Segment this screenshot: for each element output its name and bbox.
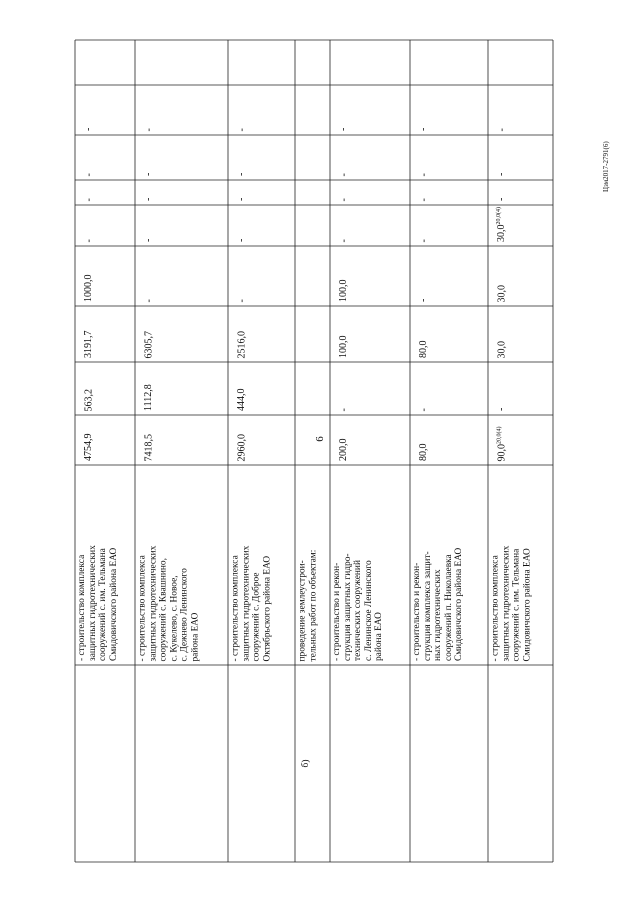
value-cell [330,135,351,180]
value-cell [135,362,156,415]
table-cell [75,180,135,205]
value-cell [135,40,145,85]
table-cell [295,135,330,180]
value-text: - [418,407,429,411]
table-cell [135,306,228,362]
value-cell [75,40,85,85]
row-number [488,665,496,862]
value-cell [410,362,431,415]
table-cell [488,180,553,205]
table-cell [75,415,135,465]
table-cell [228,246,295,306]
value-cell [295,40,305,85]
table-cell [135,415,228,465]
row-number [410,665,418,862]
table-cell [228,306,295,362]
table-cell [228,135,295,180]
value-text: - [496,127,507,131]
table-cell [488,246,553,306]
row-description [410,465,467,665]
description-line: - строительство комплекса [490,554,500,661]
table-cell [295,362,330,415]
description-line: сооружений п. Николаевка [443,554,454,661]
table-cell [135,85,228,135]
value-cell [75,205,96,246]
value-cell [488,362,509,415]
table-cell [330,135,410,180]
value-cell [295,415,305,465]
table-cell [330,465,410,665]
value-cell [75,306,96,362]
table-cell [295,205,330,246]
value-cell [295,306,305,362]
value-cell [75,362,96,415]
value-text: - [418,127,429,131]
value-cell [75,85,96,135]
value-cell [228,246,249,306]
value-cell [410,415,431,465]
value-cell [228,180,249,205]
description-line: сооружений с. им. Тельмана [511,548,522,661]
value-cell [295,246,305,306]
table-cell [228,180,295,205]
value-text: - [83,238,94,242]
value-cell [228,205,249,246]
value-cell [295,180,305,205]
value-cell [410,246,431,306]
row-description [330,465,387,665]
description-line: Смидовичского района ЕАО [108,547,119,661]
table-cell [410,362,488,415]
value-cell [330,362,351,415]
value-cell [488,306,509,362]
table-cell [228,205,295,246]
description-line: защитных гидротехнических [147,545,158,661]
table-cell [410,135,488,180]
value-cell [330,40,340,85]
description-line: - строительство и рекон- [412,562,422,661]
value-text: - [236,238,247,242]
table-cell [488,85,553,135]
description-line: с. Ленинское Ленинского [363,560,374,661]
table-cell [488,465,553,665]
value-text: 100,0 [338,279,349,302]
value-text: 563,2 [83,388,94,411]
value-cell [330,246,351,306]
table-cell [488,306,553,362]
value-text: - [496,197,507,201]
table-cell [330,665,410,862]
table-cell [0,29,37,37]
table-cell [75,246,135,306]
value-cell [410,306,431,362]
row-number [135,665,143,862]
value-text: - [418,197,429,201]
table-cell [135,135,228,180]
table-cell [295,246,330,306]
table-cell [410,205,488,246]
description-line: сооружений с. Квашнино, [158,557,169,661]
value-text: - [143,197,154,201]
value-text: 100,0 [338,335,349,358]
table-cell [135,180,228,205]
row-description [295,465,320,665]
value-cell [228,40,238,85]
row-number [75,665,83,862]
value-text: - [83,127,94,131]
value-text: 2960,0 [236,433,247,461]
table-cell [488,362,553,415]
row-description [135,465,203,665]
table-cell [410,465,488,665]
table-cell [330,180,410,205]
table-cell [135,205,228,246]
table-cell [75,465,135,665]
table-cell [295,40,330,85]
value-text: 2516,0 [236,330,247,358]
value-cell [135,415,156,465]
table-cell [330,362,410,415]
description-line: Смидовичского района ЕАО [521,547,532,661]
value-text: - [83,197,94,201]
value-text: - [338,238,349,242]
value-cell [295,85,305,135]
description-line: района ЕАО [374,612,385,661]
table-cell [488,415,553,465]
table-cell [75,85,135,135]
description-line: сооружений с. Доброе [251,572,262,661]
value-cell [330,180,351,205]
value-text: - [418,172,429,176]
description-line: с. Дежнево Ленинского [179,567,190,661]
description-line: тельных работ по объектам: [307,549,318,661]
table-cell [330,246,410,306]
table-cell [410,306,488,362]
value-text: - [338,172,349,176]
value-cell [75,180,96,205]
description-line: технических сооружений [353,560,364,661]
value-cell [488,415,509,465]
description-line: защитных гидротехнических [87,545,98,661]
value-cell [75,135,96,180]
value-cell [488,85,509,135]
value-text: - [143,298,154,302]
value-cell [135,135,156,180]
value-text: - [143,238,154,242]
value-text: 80,0 [418,443,429,461]
value-text: 90,0 [496,443,507,461]
value-cell [488,40,498,85]
row-number [330,665,338,862]
value-cell [228,306,249,362]
value-cell [135,85,156,135]
value-superscript: 20,0(4) [496,426,502,444]
table-cell [75,665,135,862]
table-cell [488,135,553,180]
value-cell [488,180,509,205]
value-cell [295,205,305,246]
value-text: 6305,7 [143,330,154,358]
value-text: - [338,407,349,411]
description-line: защитных гидротехнических [240,545,251,661]
table-cell [295,306,330,362]
value-cell [330,306,351,362]
table-cell [75,362,135,415]
description-line: ных гидротехнических [433,569,444,661]
description-line: - строительство комплекса [230,554,240,661]
table-cell [135,665,228,862]
description-line: защитных гидротехнических [500,545,511,661]
value-cell [135,205,156,246]
description-line: Смидовичского района ЕАО [454,547,465,661]
table-cell [75,306,135,362]
value-cell [228,362,249,415]
value-cell [135,306,156,362]
value-text: 1112,8 [143,384,154,411]
value-text: - [83,172,94,176]
value-cell [330,205,351,246]
table-cell [135,40,228,85]
value-cell [488,246,509,306]
value-text: - [338,127,349,131]
value-text: - [496,407,507,411]
value-text: - [236,172,247,176]
row-number [228,665,236,862]
value-text: 1000,0 [83,274,94,302]
table-cell [410,40,488,85]
table-cell [410,180,488,205]
table-cell [488,205,553,246]
value-text: - [236,298,247,302]
row-number-text: б) [301,759,311,768]
value-cell [135,180,156,205]
value-superscript: 20,0(4) [496,207,502,225]
value-cell [488,135,509,180]
table-cell [135,246,228,306]
table-cell [410,665,488,862]
description-line: Октябрьского района ЕАО [261,555,272,661]
value-text: 7418,5 [143,433,154,461]
value-cell [228,135,249,180]
table-cell [228,465,295,665]
value-cell [228,415,249,465]
table-cell [228,40,295,85]
table-cell [330,415,410,465]
value-cell [75,246,96,306]
table-cell [330,40,410,85]
value-cell [75,415,96,465]
row-description [488,465,534,665]
value-text: 444,0 [236,388,247,411]
table-cell [295,85,330,135]
value-cell [410,205,431,246]
table-cell [295,665,330,862]
value-text: 30,0 [496,224,507,242]
table-cell [295,415,330,465]
table-cell [488,665,553,862]
table-cell [0,14,22,22]
value-text: 30,0 [496,284,507,302]
value-cell [410,85,431,135]
row-number [295,665,314,862]
description-line: струкция комплекса защит- [422,551,433,661]
table-cell [330,85,410,135]
table-cell [330,306,410,362]
document-code: Цзм2017-2791(6) [602,141,610,192]
row-description [228,465,274,665]
description-line: струкция защитных гидро- [342,553,353,661]
value-text: - [143,172,154,176]
table-cell [228,415,295,465]
value-text: 3191,7 [83,330,94,358]
description-line: сооружений с. им. Тельмана [98,548,109,661]
value-cell [488,205,509,246]
value-cell [228,85,249,135]
value-cell [410,180,431,205]
table-cell [295,180,330,205]
value-cell [295,362,305,415]
table-cell [75,135,135,180]
table-cell [135,465,228,665]
description-line: проведение землеустрои- [297,559,307,661]
value-text: - [143,127,154,131]
value-text: - [418,298,429,302]
description-line: - строительство комплекса [77,554,87,661]
value-text: 200,0 [338,438,349,461]
table-cell [228,85,295,135]
page-number: 6 [314,436,326,442]
table-cell [228,665,295,862]
value-text: - [236,127,247,131]
value-text: 4754,9 [83,433,94,461]
description-line: района ЕАО [189,612,200,661]
value-cell [330,415,351,465]
table-cell [330,205,410,246]
table-cell [410,246,488,306]
description-line: с. Кукелево, с. Новое, [168,574,179,661]
value-text: - [418,238,429,242]
table-cell [75,205,135,246]
table-cell [295,465,330,665]
value-cell [135,246,156,306]
description-line: - строительство комплекса [137,554,147,661]
table-cell [135,362,228,415]
value-cell [330,85,351,135]
table-cell [75,40,135,85]
description-line: - строительство и рекон- [332,562,342,661]
row-description [75,465,121,665]
value-cell [410,135,431,180]
table-cell [410,415,488,465]
value-cell [295,135,305,180]
value-cell [410,40,420,85]
value-text: - [236,197,247,201]
table-cell [488,40,553,85]
value-text: 80,0 [418,340,429,358]
table-cell [410,85,488,135]
table-cell [228,362,295,415]
value-text: - [496,172,507,176]
value-text: - [338,197,349,201]
value-text: 30,0 [496,340,507,358]
